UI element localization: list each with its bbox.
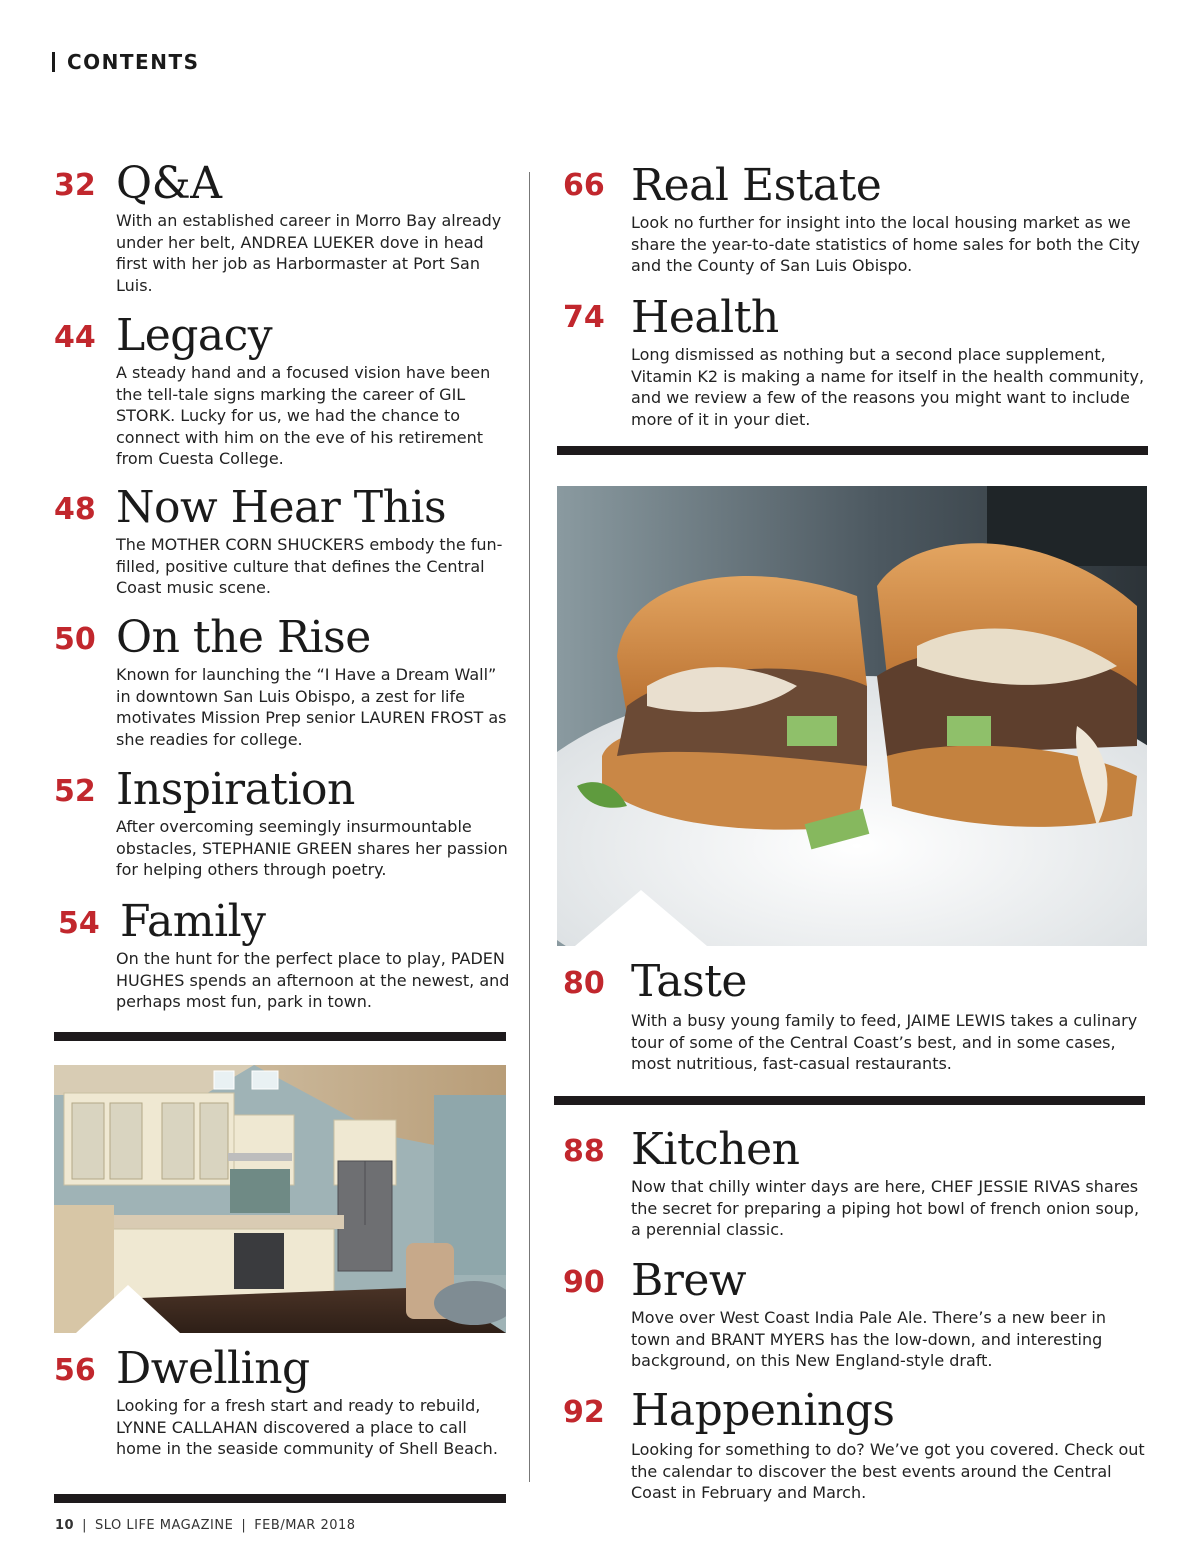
page-number: 52 (54, 774, 96, 809)
entry-title: Dwelling (116, 1343, 310, 1394)
page-number: 90 (563, 1265, 605, 1300)
entry-title: On the Rise (116, 612, 371, 663)
header-bar (52, 52, 55, 72)
kitchen-photo (54, 1065, 506, 1333)
column-divider (529, 172, 530, 1482)
page-number: 48 (54, 492, 96, 527)
page-number: 32 (54, 168, 96, 203)
section-rule (54, 1032, 506, 1041)
entry-description: The MOTHER CORN SHUCKERS embody the fun-filled, positive culture that defines the Central Coast music scene. (116, 535, 503, 597)
entry-title: Kitchen (631, 1124, 800, 1175)
kitchen-photo-graphic (54, 1065, 506, 1333)
toc-entry-real-estate[interactable] (563, 162, 1153, 282)
section-header (52, 50, 200, 74)
sandwich-photo-graphic (557, 486, 1147, 946)
page-number: 88 (563, 1134, 605, 1169)
entry-title: Brew (631, 1255, 747, 1306)
entry-description: Known for launching the “I Have a Dream Wall” in downtown San Luis Obispo, a zest for life motivates Mission Prep senior LAUREN FROST as she readies for college. (116, 665, 507, 749)
page-number: 80 (563, 966, 605, 1001)
entry-description: Now that chilly winter days are here, CHEF JESSIE RIVAS shares the secret for preparing a piping hot bowl of french onion soup, a perennial classic. (631, 1177, 1140, 1239)
toc-entry-brew[interactable] (563, 1257, 1153, 1377)
entry-title: Happenings (631, 1385, 895, 1436)
toc-entry-now-hear-this[interactable] (54, 484, 514, 604)
toc-entry-qa[interactable] (54, 160, 514, 300)
footer-magazine: SLO LIFE MAGAZINE (94, 1518, 234, 1533)
page-number: 66 (563, 168, 605, 203)
section-rule (554, 1096, 1145, 1105)
toc-entry-on-the-rise[interactable] (54, 614, 514, 754)
toc-entry-dwelling[interactable] (54, 1345, 514, 1485)
entry-title: Q&A (116, 158, 222, 209)
entry-title: Taste (631, 956, 747, 1007)
section-rule (54, 1494, 506, 1503)
footer-page-number: 10 (55, 1518, 75, 1533)
entry-description: After overcoming seemingly insurmountable obstacles, STEPHANIE GREEN shares her passion for helping others through poetry. (116, 817, 508, 879)
page-footer: 10 | SLO LIFE MAGAZINE | FEB/MAR 2018 (55, 1518, 356, 1533)
section-rule (557, 446, 1148, 455)
toc-entry-health[interactable] (563, 294, 1153, 434)
entry-description: A steady hand and a focused vision have been the tell-tale signs marking the career of GIL STORK. Lucky for us, we had the chance to connect with him on the eve of his retirement from Cuesta College. (116, 363, 491, 468)
entry-description: Long dismissed as nothing but a second place supplement, Vitamin K2 is making a name for itself in the health community, and we review a few of the reasons you might want to include more of it in your diet. (631, 345, 1145, 429)
header-label: CONTENTS (67, 50, 200, 74)
toc-entry-inspiration[interactable] (54, 766, 514, 886)
toc-entry-legacy[interactable] (54, 312, 514, 472)
sandwich-photo (557, 486, 1147, 946)
entry-description: Look no further for insight into the local housing market as we share the year-to-date statistics of home sales for both the City and the County of San Luis Obispo. (631, 213, 1140, 275)
entry-description: Looking for something to do? We’ve got you covered. Check out the calendar to discover the best events around the Central Coast in February and March. (631, 1440, 1145, 1502)
page-number: 44 (54, 320, 96, 355)
entry-title: Inspiration (116, 764, 355, 815)
entry-title: Legacy (116, 310, 273, 361)
entry-description: Move over West Coast India Pale Ale. There’s a new beer in town and BRANT MYERS has the low-down, and interesting background, on this New England-style draft. (631, 1308, 1106, 1370)
entry-description: Looking for a fresh start and ready to rebuild, LYNNE CALLAHAN discovered a place to call home in the seaside community of Shell Beach. (116, 1396, 498, 1458)
page-number: 56 (54, 1353, 96, 1388)
entry-title: Real Estate (631, 160, 882, 211)
page-number: 74 (563, 300, 605, 335)
toc-entry-taste[interactable] (563, 958, 1153, 1078)
toc-entry-family[interactable] (54, 898, 514, 1018)
entry-description: With a busy young family to feed, JAIME LEWIS takes a culinary tour of some of the Central Coast’s best, and in some cases, most nutritious, fast-casual restaurants. (631, 1011, 1138, 1073)
page-number: 54 (58, 906, 100, 941)
entry-description: On the hunt for the perfect place to play, PADEN HUGHES spends an afternoon at the newest, and perhaps most fun, park in town. (116, 949, 510, 1011)
entry-title: Family (120, 896, 266, 947)
toc-entry-happenings[interactable] (563, 1387, 1153, 1507)
page-number: 50 (54, 622, 96, 657)
entry-title: Health (631, 292, 779, 343)
toc-entry-kitchen[interactable] (563, 1126, 1153, 1246)
footer-issue: FEB/MAR 2018 (254, 1518, 356, 1533)
entry-title: Now Hear This (116, 482, 447, 533)
page-number: 92 (563, 1395, 605, 1430)
entry-description: With an established career in Morro Bay already under her belt, ANDREA LUEKER dove in head first with her job as Harbormaster at Port San Luis. (116, 211, 502, 295)
